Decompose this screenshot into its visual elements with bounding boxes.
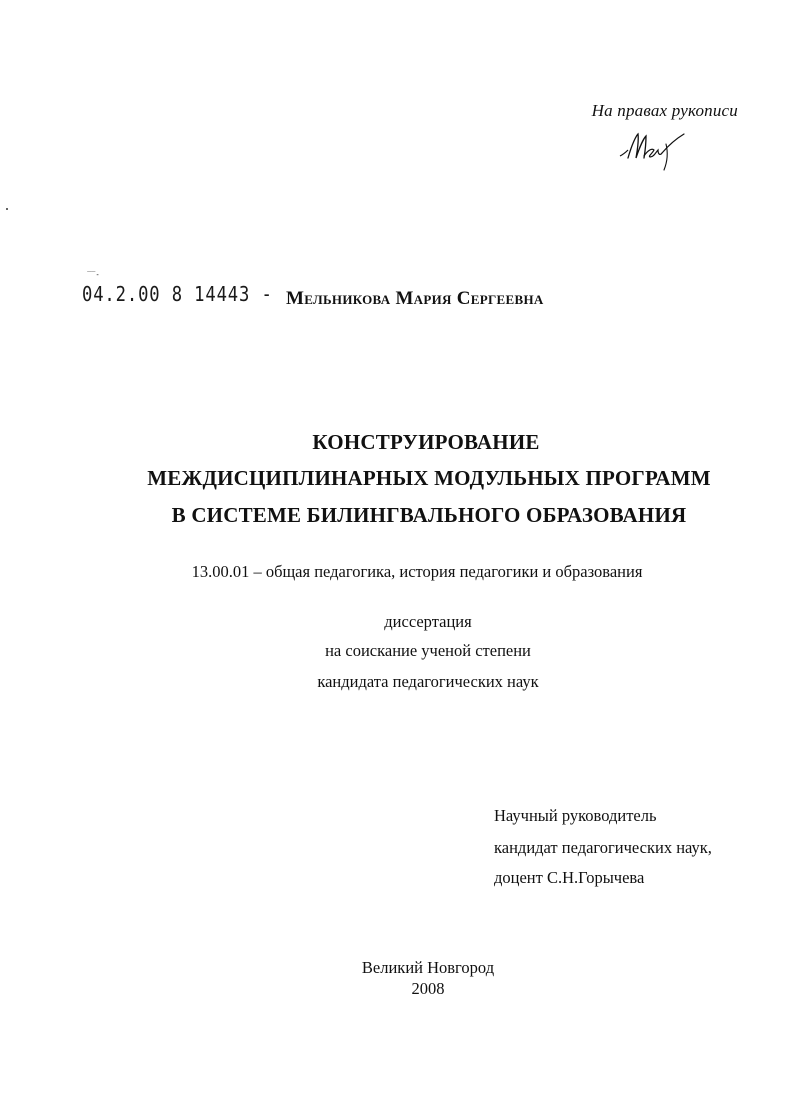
title-line-2: МЕЖДИСЦИПЛИНАРНЫХ МОДУЛЬНЫХ ПРОГРАММ xyxy=(147,466,711,490)
city-name: Великий Новгород xyxy=(361,958,495,977)
library-stamp-mark: ‾‾- xyxy=(87,270,100,279)
supervisor-label: Научный руководитель xyxy=(494,806,657,825)
supervisor-degree: кандидат педагогических наук, xyxy=(494,838,712,857)
degree-line-3: кандидата педагогических наук xyxy=(317,672,539,691)
scan-speck xyxy=(6,208,8,210)
library-stamp-code xyxy=(82,270,273,306)
handwritten-signature-icon xyxy=(618,130,688,172)
author-name: Мельникова Мария Сергеевна xyxy=(286,288,544,309)
degree-line-1: диссертация xyxy=(384,612,472,631)
library-stamp-number: 04.2.00 8 14443 - xyxy=(82,282,273,306)
title-line-1: КОНСТРУИРОВАНИЕ xyxy=(312,430,540,454)
title-line-3: В СИСТЕМЕ БИЛИНГВАЛЬНОГО ОБРАЗОВАНИЯ xyxy=(171,503,687,527)
specialty-code: 13.00.01 – общая педагогика, история педагогики и образования xyxy=(191,562,643,581)
manuscript-rights-note: На правах рукописи xyxy=(591,101,738,120)
supervisor-name: доцент С.Н.Горычева xyxy=(494,868,645,887)
degree-line-2: на соискание ученой степени xyxy=(325,641,531,660)
publication-year: 2008 xyxy=(411,979,445,998)
